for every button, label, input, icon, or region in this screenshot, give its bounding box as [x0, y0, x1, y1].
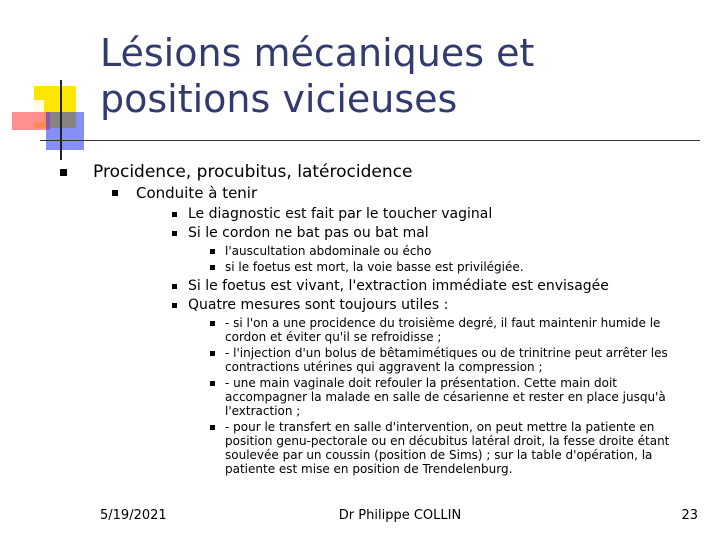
bullet-level4	[210, 244, 677, 258]
footer-author: Dr Philippe COLLIN	[338, 508, 462, 523]
square-bullet-icon	[210, 249, 215, 254]
bullet-text: Conduite à tenir	[136, 184, 258, 202]
bullet-text: l'auscultation abdominale ou écho	[225, 244, 432, 258]
footer-date: 5/19/2021	[100, 508, 167, 523]
bullet-level4	[210, 316, 677, 344]
square-bullet-icon	[112, 190, 118, 196]
bullet-level3	[172, 206, 492, 223]
square-bullet-icon	[210, 321, 215, 326]
bullet-level1	[60, 162, 412, 182]
square-bullet-icon	[210, 381, 215, 386]
blue-square	[46, 112, 84, 150]
bullet-text: - si l'on a une procidence du troisième degré, il faut maintenir humide le cordon et éviter qu'il se refroidisse ;	[225, 316, 661, 344]
square-bullet-icon	[172, 231, 177, 236]
bullet-level3	[172, 297, 448, 314]
slide-title	[100, 30, 700, 122]
bullet-text: - une main vaginale doit refouler la présentation. Cette main doit accompagner la malade en salle de césarienne et rester en place jusqu'à l'extraction ;	[225, 376, 666, 418]
bullet-level2	[112, 184, 257, 202]
bullet-level3	[172, 225, 429, 242]
title-underline	[40, 140, 700, 141]
bullet-level4	[210, 376, 677, 418]
bullet-text: - l'injection d'un bolus de bêtamimétiques ou de trinitrine peut arrêter les contractions utérines qui aggravent la compression ;	[225, 346, 668, 374]
title-line-1: Lésions mécaniques et	[100, 31, 535, 75]
bullet-text: - pour le transfert en salle d'intervention, on peut mettre la patiente en position genu-pectorale ou en décubitus latéral droit, la fesse droite étant soulevée par un coussin (position de Sims) ; sur la table d'opération, la patiente est mise en position de Trendelenburg.	[225, 420, 670, 476]
bullet-text: Si le cordon ne bat pas ou bat mal	[188, 225, 429, 241]
red-bar	[12, 112, 50, 130]
square-bullet-icon	[60, 169, 67, 176]
square-bullet-icon	[172, 212, 177, 217]
footer-page-number: 23	[681, 508, 698, 523]
title-line-2: positions vicieuses	[100, 77, 458, 121]
bullet-text: Si le foetus est vivant, l'extraction immédiate est envisagée	[188, 278, 609, 294]
square-bullet-icon	[172, 284, 177, 289]
bullet-level3	[172, 278, 609, 295]
bullet-level4	[210, 260, 677, 274]
bullet-text: Procidence, procubitus, latérocidence	[93, 162, 413, 182]
vertical-rule	[60, 80, 62, 160]
square-bullet-icon	[210, 351, 215, 356]
bullet-text: si le foetus est mort, la voie basse est privilégiée.	[225, 260, 524, 274]
square-bullet-icon	[210, 265, 215, 270]
square-bullet-icon	[172, 303, 177, 308]
square-bullet-icon	[210, 425, 215, 430]
bullet-level4	[210, 346, 677, 374]
bullet-level4	[210, 420, 677, 476]
bullet-text: Le diagnostic est fait par le toucher vaginal	[188, 206, 493, 222]
bullet-text: Quatre mesures sont toujours utiles :	[188, 297, 449, 313]
